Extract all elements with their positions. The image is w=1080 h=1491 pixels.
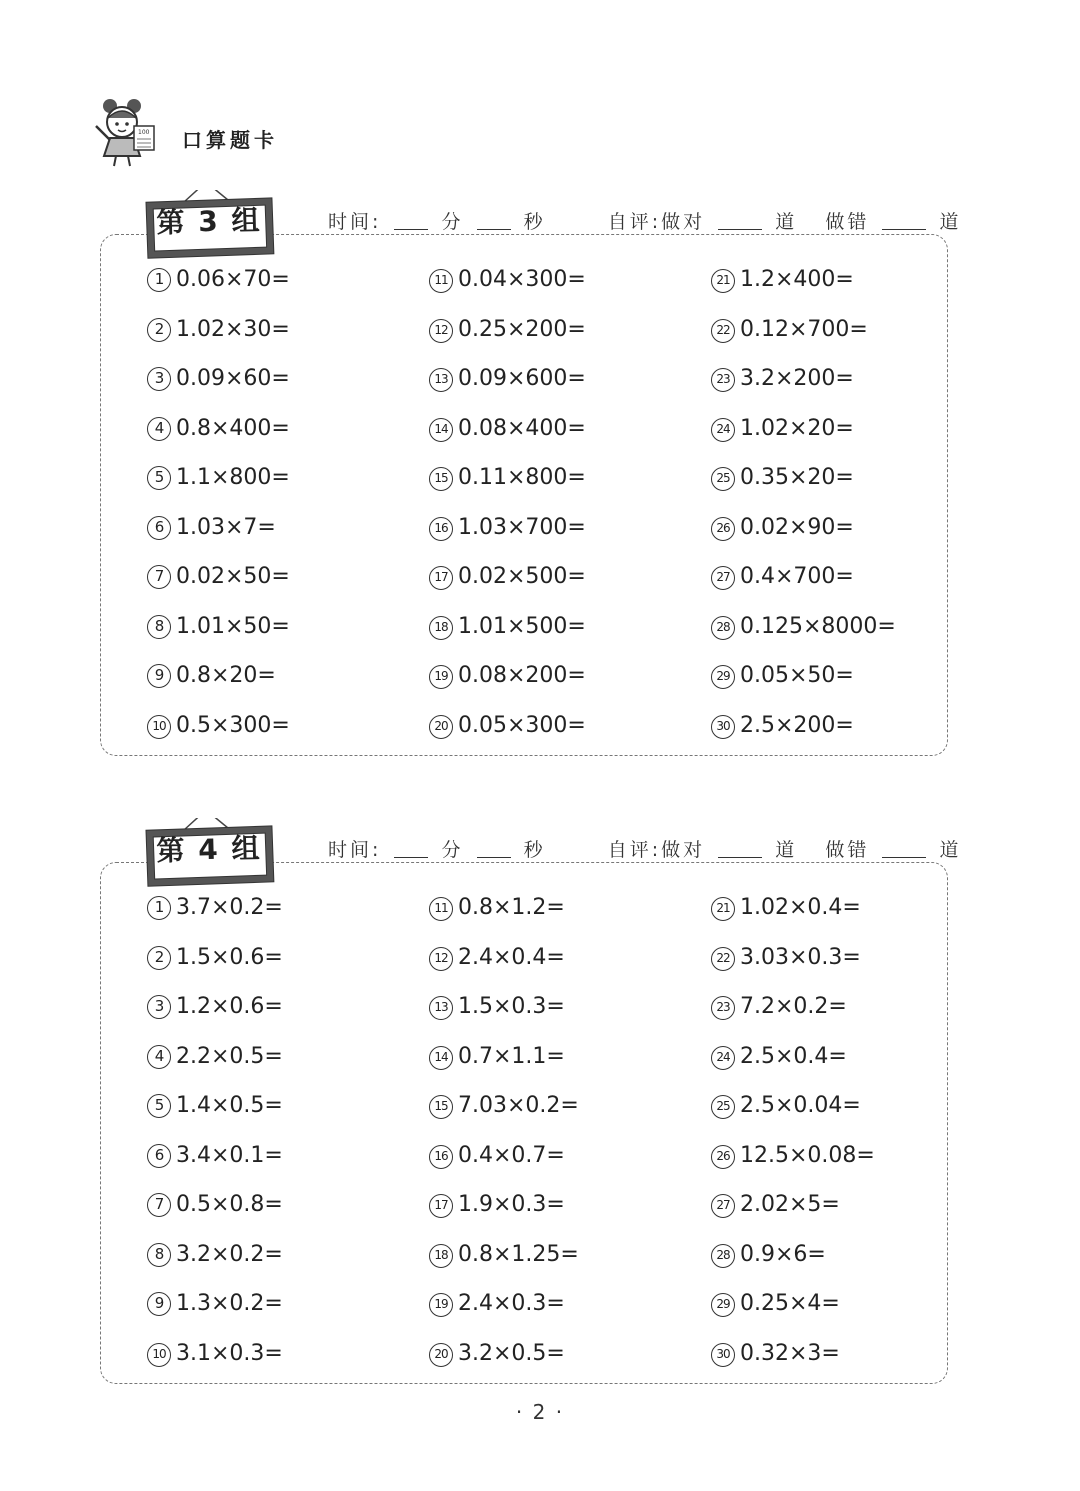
problem-expression: 0.7×1.1= bbox=[458, 1043, 565, 1069]
group-frame bbox=[144, 818, 278, 888]
problem-number: 11 bbox=[429, 897, 453, 921]
problem-expression: 1.4×0.5= bbox=[176, 1093, 283, 1118]
problem-expression: 2.4×0.3= bbox=[458, 1291, 565, 1316]
problem-item bbox=[147, 1042, 283, 1072]
problem-number: 28 bbox=[711, 1244, 735, 1268]
problem-item bbox=[429, 1042, 565, 1072]
time-label: 时间: bbox=[328, 211, 382, 233]
problem-item bbox=[147, 364, 290, 394]
problem-number: 10 bbox=[147, 1343, 171, 1367]
problem-expression: 1.1×800= bbox=[176, 465, 290, 490]
problem-number: 14 bbox=[429, 1046, 453, 1070]
problem-expression: 1.02×0.4= bbox=[740, 895, 861, 920]
problem-number: 1 bbox=[147, 896, 171, 920]
problem-number: 21 bbox=[711, 269, 735, 293]
problem-expression: 0.8×1.25= bbox=[458, 1241, 579, 1267]
problem-number: 26 bbox=[711, 1145, 735, 1169]
problem-item bbox=[711, 943, 861, 973]
problem-number: 21 bbox=[711, 897, 735, 921]
problem-number: 16 bbox=[429, 517, 453, 541]
problem-number: 8 bbox=[147, 1243, 171, 1267]
unit-label: 道 bbox=[775, 211, 798, 233]
problem-item bbox=[429, 1339, 565, 1369]
problem-item bbox=[429, 1091, 579, 1121]
problem-item bbox=[429, 612, 586, 642]
problem-expression: 1.02×30= bbox=[176, 316, 290, 342]
unit-label: 道 bbox=[939, 211, 962, 233]
problem-number: 20 bbox=[429, 1343, 453, 1367]
problem-expression: 0.08×400= bbox=[458, 415, 586, 441]
problem-number: 13 bbox=[429, 996, 453, 1020]
problem-expression: 0.08×200= bbox=[458, 663, 586, 688]
problem-item bbox=[711, 1042, 847, 1072]
minutes-blank[interactable] bbox=[394, 211, 428, 230]
second-label: 秒 bbox=[523, 211, 546, 233]
problem-number: 6 bbox=[147, 516, 171, 540]
problem-number: 19 bbox=[429, 1293, 453, 1317]
group-frame bbox=[144, 190, 278, 260]
problem-item bbox=[711, 315, 868, 345]
problem-expression: 3.4×0.1= bbox=[176, 1142, 283, 1168]
problem-item bbox=[711, 513, 854, 543]
problem-number: 3 bbox=[147, 367, 171, 391]
problem-item bbox=[429, 992, 565, 1022]
problem-item bbox=[429, 711, 586, 741]
problem-number: 15 bbox=[429, 467, 453, 491]
problem-item bbox=[711, 1091, 861, 1121]
problem-expression: 0.8×20= bbox=[176, 663, 276, 688]
wrong-label: 做错 bbox=[825, 839, 870, 861]
problem-expression: 7.2×0.2= bbox=[740, 994, 847, 1019]
problem-item bbox=[711, 711, 854, 741]
problem-expression: 0.35×20= bbox=[740, 465, 854, 490]
problem-number: 22 bbox=[711, 319, 735, 343]
page-number: · 2 · bbox=[515, 1400, 565, 1424]
wrong-count-blank[interactable] bbox=[882, 211, 926, 230]
problem-number: 7 bbox=[147, 1193, 171, 1217]
problem-item bbox=[429, 513, 586, 543]
unit-label: 道 bbox=[775, 839, 798, 861]
problem-item bbox=[147, 513, 276, 543]
problem-number: 25 bbox=[711, 1095, 735, 1119]
problem-number: 17 bbox=[429, 1194, 453, 1218]
problem-item bbox=[147, 893, 283, 923]
problem-expression: 0.05×300= bbox=[458, 712, 586, 738]
problem-number: 28 bbox=[711, 616, 735, 640]
problem-number: 5 bbox=[147, 466, 171, 490]
problem-expression: 0.11×800= bbox=[458, 465, 586, 490]
problem-expression: 1.03×7= bbox=[176, 514, 276, 540]
problem-item bbox=[429, 1190, 565, 1220]
problem-number: 7 bbox=[147, 565, 171, 589]
problem-number: 2 bbox=[147, 318, 171, 342]
problem-expression: 2.4×0.4= bbox=[458, 944, 565, 970]
problem-expression: 0.125×8000= bbox=[740, 613, 896, 639]
problem-item bbox=[147, 1091, 283, 1121]
problem-expression: 3.1×0.3= bbox=[176, 1340, 283, 1366]
problem-expression: 0.04×300= bbox=[458, 267, 586, 292]
problem-expression: 1.02×20= bbox=[740, 415, 854, 441]
minute-label: 分 bbox=[441, 839, 464, 861]
problem-number: 4 bbox=[147, 417, 171, 441]
problem-item bbox=[147, 1190, 283, 1220]
problem-item bbox=[147, 1141, 283, 1171]
problem-item bbox=[147, 1339, 283, 1369]
minutes-blank[interactable] bbox=[394, 839, 428, 858]
problem-number: 27 bbox=[711, 566, 735, 590]
problem-item bbox=[711, 562, 854, 592]
problem-expression: 1.01×500= bbox=[458, 613, 586, 639]
problem-item bbox=[429, 1240, 579, 1270]
problem-expression: 0.02×90= bbox=[740, 514, 854, 540]
problem-item bbox=[147, 265, 290, 295]
score-line bbox=[328, 207, 961, 234]
problem-expression: 0.32×3= bbox=[740, 1340, 840, 1366]
problem-item bbox=[147, 711, 290, 741]
score-line bbox=[328, 835, 961, 862]
problem-expression: 1.9×0.3= bbox=[458, 1192, 565, 1217]
wrong-count-blank[interactable] bbox=[882, 839, 926, 858]
problem-number: 5 bbox=[147, 1094, 171, 1118]
problem-expression: 0.8×1.2= bbox=[458, 895, 565, 920]
problem-item bbox=[147, 661, 276, 691]
problem-item bbox=[711, 414, 854, 444]
problem-item bbox=[711, 661, 854, 691]
problem-expression: 3.7×0.2= bbox=[176, 895, 283, 920]
problem-expression: 0.02×50= bbox=[176, 564, 290, 589]
problem-item bbox=[147, 1289, 283, 1319]
problem-item bbox=[429, 943, 565, 973]
problem-item bbox=[147, 562, 290, 592]
problem-number: 22 bbox=[711, 947, 735, 971]
problem-item bbox=[429, 364, 586, 394]
problem-expression: 1.3×0.2= bbox=[176, 1291, 283, 1316]
problem-expression: 3.2×0.5= bbox=[458, 1340, 565, 1366]
problem-expression: 3.2×200= bbox=[740, 366, 854, 391]
problem-number: 27 bbox=[711, 1194, 735, 1218]
second-label: 秒 bbox=[523, 839, 546, 861]
problem-number: 26 bbox=[711, 517, 735, 541]
problem-item bbox=[147, 463, 290, 493]
unit-label: 道 bbox=[939, 839, 962, 861]
problem-expression: 2.5×0.4= bbox=[740, 1043, 847, 1069]
problem-number: 24 bbox=[711, 1046, 735, 1070]
problem-item bbox=[711, 1339, 840, 1369]
problem-item bbox=[147, 414, 290, 444]
problem-number: 30 bbox=[711, 1343, 735, 1367]
problem-expression: 0.12×700= bbox=[740, 316, 868, 342]
correct-count-blank[interactable] bbox=[718, 839, 762, 858]
correct-count-blank[interactable] bbox=[718, 211, 762, 230]
problem-item bbox=[147, 1240, 283, 1270]
problem-box bbox=[100, 862, 948, 1384]
problem-number: 29 bbox=[711, 665, 735, 689]
problem-number: 17 bbox=[429, 566, 453, 590]
problem-number: 23 bbox=[711, 368, 735, 392]
problem-number: 16 bbox=[429, 1145, 453, 1169]
problem-number: 12 bbox=[429, 947, 453, 971]
problem-number: 2 bbox=[147, 946, 171, 970]
problem-expression: 1.01×50= bbox=[176, 613, 290, 639]
problem-expression: 3.03×0.3= bbox=[740, 944, 861, 970]
problem-expression: 0.9×6= bbox=[740, 1241, 826, 1267]
problem-item bbox=[711, 463, 854, 493]
problem-number: 19 bbox=[429, 665, 453, 689]
self-eval-label: 自评:做对 bbox=[607, 211, 706, 233]
problem-item bbox=[711, 1190, 840, 1220]
problem-expression: 0.06×70= bbox=[176, 267, 290, 292]
problem-expression: 12.5×0.08= bbox=[740, 1142, 875, 1168]
problem-item bbox=[429, 315, 586, 345]
problem-expression: 0.05×50= bbox=[740, 663, 854, 688]
problem-expression: 0.8×400= bbox=[176, 415, 290, 441]
self-eval-label: 自评:做对 bbox=[607, 839, 706, 861]
problem-item bbox=[147, 992, 283, 1022]
problem-expression: 0.25×4= bbox=[740, 1291, 840, 1316]
problem-item bbox=[711, 1240, 826, 1270]
problem-expression: 0.5×0.8= bbox=[176, 1192, 283, 1217]
problem-expression: 1.03×700= bbox=[458, 514, 586, 540]
problem-expression: 0.02×500= bbox=[458, 564, 586, 589]
group-title: 第 3 组 bbox=[156, 203, 262, 240]
problem-number: 12 bbox=[429, 319, 453, 343]
problem-expression: 1.5×0.6= bbox=[176, 944, 283, 970]
problem-number: 10 bbox=[147, 715, 171, 739]
problem-item bbox=[429, 893, 565, 923]
problem-number: 30 bbox=[711, 715, 735, 739]
problem-item bbox=[147, 943, 283, 973]
problem-expression: 2.5×0.04= bbox=[740, 1093, 861, 1118]
problem-item bbox=[711, 1289, 840, 1319]
problem-number: 14 bbox=[429, 418, 453, 442]
problem-number: 9 bbox=[147, 1292, 171, 1316]
time-label: 时间: bbox=[328, 839, 382, 861]
problem-box bbox=[100, 234, 948, 756]
problem-expression: 1.5×0.3= bbox=[458, 994, 565, 1019]
problem-number: 8 bbox=[147, 615, 171, 639]
problem-expression: 0.5×300= bbox=[176, 712, 290, 738]
problem-expression: 3.2×0.2= bbox=[176, 1241, 283, 1267]
svg-text:100: 100 bbox=[138, 129, 150, 136]
problem-expression: 1.2×0.6= bbox=[176, 994, 283, 1019]
problem-item bbox=[429, 414, 586, 444]
problem-item bbox=[147, 612, 290, 642]
problem-number: 1 bbox=[147, 268, 171, 292]
problem-number: 4 bbox=[147, 1045, 171, 1069]
seconds-blank[interactable] bbox=[477, 839, 511, 858]
problem-item bbox=[711, 265, 854, 295]
problem-number: 3 bbox=[147, 995, 171, 1019]
problem-number: 25 bbox=[711, 467, 735, 491]
seconds-blank[interactable] bbox=[477, 211, 511, 230]
problem-expression: 1.2×400= bbox=[740, 267, 854, 292]
problem-expression: 0.09×600= bbox=[458, 366, 586, 391]
problem-number: 6 bbox=[147, 1144, 171, 1168]
wrong-label: 做错 bbox=[825, 211, 870, 233]
problem-number: 13 bbox=[429, 368, 453, 392]
problem-number: 23 bbox=[711, 996, 735, 1020]
problem-item bbox=[429, 661, 586, 691]
problem-number: 18 bbox=[429, 616, 453, 640]
girl-mascot-icon bbox=[88, 96, 160, 168]
problem-item bbox=[147, 315, 290, 345]
problem-item bbox=[429, 562, 586, 592]
problem-expression: 7.03×0.2= bbox=[458, 1093, 579, 1118]
problem-item bbox=[429, 1141, 565, 1171]
problem-item bbox=[711, 992, 847, 1022]
problem-number: 18 bbox=[429, 1244, 453, 1268]
problem-expression: 0.4×0.7= bbox=[458, 1142, 565, 1168]
problem-expression: 0.4×700= bbox=[740, 564, 854, 589]
problem-item bbox=[711, 893, 861, 923]
problem-item bbox=[711, 364, 854, 394]
problem-number: 20 bbox=[429, 715, 453, 739]
problem-number: 24 bbox=[711, 418, 735, 442]
problem-expression: 0.25×200= bbox=[458, 316, 586, 342]
problem-item bbox=[429, 265, 586, 295]
problem-number: 29 bbox=[711, 1293, 735, 1317]
problem-item bbox=[711, 1141, 875, 1171]
problem-number: 11 bbox=[429, 269, 453, 293]
problem-expression: 2.02×5= bbox=[740, 1192, 840, 1217]
problem-item bbox=[429, 1289, 565, 1319]
problem-expression: 2.5×200= bbox=[740, 712, 854, 738]
card-title: 口算题卡 bbox=[182, 128, 278, 152]
problem-item bbox=[429, 463, 586, 493]
minute-label: 分 bbox=[441, 211, 464, 233]
problem-number: 9 bbox=[147, 664, 171, 688]
problem-item bbox=[711, 612, 896, 642]
problem-number: 15 bbox=[429, 1095, 453, 1119]
problem-expression: 2.2×0.5= bbox=[176, 1043, 283, 1069]
problem-expression: 0.09×60= bbox=[176, 366, 290, 391]
group-title: 第 4 组 bbox=[156, 831, 262, 868]
